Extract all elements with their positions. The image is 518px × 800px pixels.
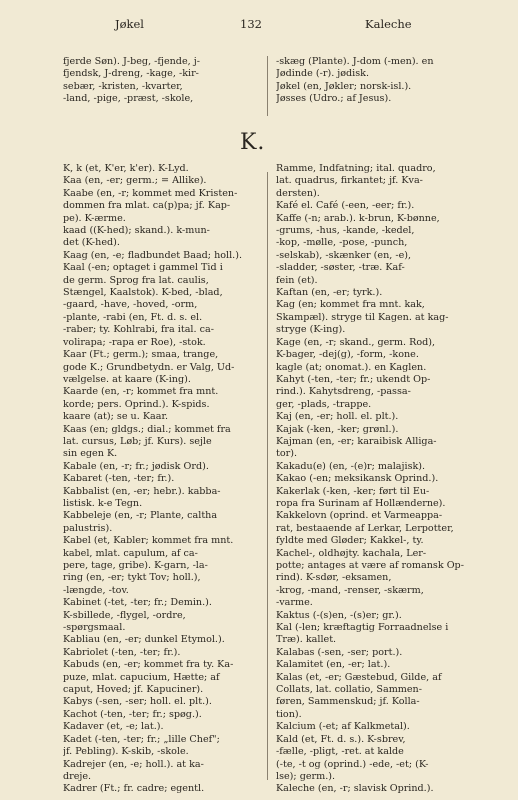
text-line: volirapa; -rapa er Roe), -stok. [63, 336, 206, 348]
text-line: lat. quadrus, firkantet; jf. Kva- [276, 175, 423, 187]
text-line: Kaftan (en, -er; tyrk.). [276, 287, 383, 299]
text-line: puze, mlat. capucium, Hætte; af [63, 671, 220, 683]
text-line: dersten). [276, 187, 320, 199]
text-line: -gaard, -have, -hoved, -orm, [63, 299, 198, 311]
text-line: Ramme, Indfatning; ital. quadro, [276, 163, 436, 174]
text-line: -krog, -mand, -renser, -skærm, [276, 584, 424, 596]
text-line: Kag (en; kommet fra mnt. kak, [276, 299, 425, 311]
text-line: Kalas (et, -er; Gæstebud, Gilde, af [276, 671, 442, 683]
text-line: Kadet (-ten, -ter; fr.; „lille Chef"; [63, 733, 220, 745]
page-header [60, 17, 460, 33]
text-line: føren, Sammenskud; jf. Kolla- [276, 696, 420, 708]
text-line: Kachel-, oldhøjty. kachala, Ler- [276, 547, 427, 559]
text-line: Jødinde (-r). jødisk. [276, 68, 370, 80]
text-line: jf. Pebling). K-skib, -skole. [63, 746, 189, 758]
text-line: pere, tage, gribe). K-garn, -la- [63, 560, 208, 571]
text-line: -kop, -mølle, -pose, -punch, [276, 237, 408, 249]
text-line: Kaas (en; gldgs.; dial.; kommet fra [63, 423, 231, 435]
column-divider [267, 172, 268, 780]
text-line: de germ. Sprog fra lat. caulis, [63, 274, 209, 286]
text-line: -sladder, -søster, -træ. Kaf- [276, 262, 405, 274]
text-line: Kal (-len; kræftagtig Forraadnelse i [276, 622, 449, 634]
text-line: Stængel, Kaalstok). K-bed, -blad, [63, 287, 223, 299]
text-line: -plante, -rabi (en, Ft. d. s. el. [63, 311, 203, 323]
text-line: K, k (et, K'er, k'er). K-Lyd. [63, 163, 189, 174]
text-line: tion). [276, 708, 302, 720]
text-line: Kaabe (en, -r; kommet med Kristen- [63, 187, 238, 199]
text-line: kaare (at); se u. Kaar. [63, 411, 169, 423]
text-line: Kajman (en, -er; karaibisk Alliga- [276, 435, 437, 447]
text-line: Collats, lat. collatio, Sammen- [276, 684, 422, 696]
text-line: Jøkel (en, Jøkler; norsk-isl.). [276, 80, 412, 92]
header-right-guideword: Kaleche [365, 17, 412, 31]
text-line: Kadrejer (en, -e; holl.). at ka- [63, 758, 204, 770]
text-line: potte; antages at være af romansk Op- [276, 560, 464, 571]
text-line: Jøsses (Udro.; af Jesus). [276, 93, 392, 105]
text-line: rind.). Kahytsdreng, -passa- [276, 386, 411, 398]
text-line: Kabbalist (en, -er; hebr.). kabba- [63, 485, 221, 497]
text-line: Kaj (en, -er; holl. el. plt.). [276, 411, 399, 423]
text-line: -skæg (Plante). J-dom (-men). en [276, 56, 434, 67]
text-line: pe). K-ærme. [63, 212, 126, 224]
text-line: dreje. [63, 770, 92, 782]
text-line: Kabel (et, Kabler; kommet fra mnt. [63, 535, 234, 547]
text-line: palustris). [63, 522, 113, 534]
text-line: Kabys (-sen, -ser; holl. el. plt.). [63, 696, 212, 708]
text-line: kagle (at; onomat.). en Kaglen. [276, 361, 427, 373]
text-line: Kakerlak (-ken, -ker; ført til Eu- [276, 485, 430, 497]
right-column [276, 163, 474, 796]
text-line: tor). [276, 448, 298, 460]
top-left-column [63, 56, 259, 106]
text-line: sin egen K. [63, 448, 118, 460]
text-line: Kabale (en, -r; fr.; jødisk Ord). [63, 460, 209, 472]
section-letter: K. [240, 130, 266, 155]
text-line: ring (en, -er; tykt Tov; holl.), [63, 572, 201, 584]
text-line: Kaar (Ft.; germ.); smaa, trange, [63, 349, 219, 361]
text-line: -land, -pige, -præst, -skole, [63, 93, 194, 105]
text-line: Kabbeleje (en, -r; Plante, caltha [63, 510, 218, 522]
header-left-guideword: Jøkel [115, 17, 144, 31]
text-line: kaad ((K-hed); skand.). k-mun- [63, 225, 210, 237]
text-line: Kaal (-en; optaget i gammel Tid i [63, 262, 223, 274]
text-line: ropa fra Surinam af Hollænderne). [276, 497, 446, 509]
text-line: Kabriolet (-ten, -ter; fr.). [63, 646, 181, 658]
top-right-column [276, 56, 472, 106]
text-line: fyldte med Gløder; Kakkel-, ty. [276, 535, 424, 547]
text-line: Kalamitet (en, -er; lat.). [276, 659, 391, 671]
text-line: det (K-hed). [63, 237, 120, 249]
text-line: caput, Hoved; jf. Kapuciner). [63, 684, 204, 696]
text-line: Kajak (-ken, -ker; grønl.). [276, 423, 399, 435]
text-line: ger, -plads, -trappe. [276, 398, 372, 410]
text-line: rat, bestaaende af Lerkar, Lerpotter, [276, 522, 454, 534]
text-line: Kachot (-ten, -ter; fr.; spøg.). [63, 708, 202, 720]
text-line: Kadrer (Ft.; fr. cadre; egentl. [63, 783, 205, 795]
text-line: sebær, -kristen, -kvarter, [63, 80, 183, 92]
text-line: gode K.; Grundbetydn. er Valg, Ud- [63, 361, 235, 373]
text-line: Kakadu(e) (en, -(e)r; malajisk). [276, 460, 426, 472]
text-line: Kafé el. Café (-een, -eer; fr.). [276, 200, 415, 212]
text-line: Kakao (-en; meksikansk Oprind.). [276, 473, 439, 485]
text-line: Skampæl). stryge til Kagen. at kag- [276, 311, 449, 323]
text-line: fjendsk, J-dreng, -kage, -kir- [63, 68, 199, 80]
text-line: Kabliau (en, -er; dunkel Etymol.). [63, 634, 225, 646]
text-line: K-sbillede, -flygel, -ordre, [63, 609, 186, 621]
text-line: -spørgsmaal. [63, 622, 126, 634]
text-line: stryge (K-ing). [276, 324, 346, 336]
text-line: Kabaret (-ten, -ter; fr.). [63, 473, 175, 485]
text-line: rind). K-sdør, -eksamen, [276, 572, 392, 584]
text-line: Kaa (en, -er; germ.; = Allike). [63, 175, 207, 187]
text-line: Kaktus (-(s)en, -(s)er; gr.). [276, 609, 402, 621]
text-line: Kaarde (en, -r; kommet fra mnt. [63, 386, 219, 398]
text-line: dommen fra mlat. ca(p)pa; jf. Kap- [63, 200, 231, 212]
column-divider-top [267, 56, 268, 116]
left-column [63, 163, 261, 796]
text-line: -varme. [276, 597, 313, 609]
text-line: Kage (en, -r; skand., germ. Rod), [276, 336, 436, 348]
text-line: kabel, mlat. capulum, af ca- [63, 547, 198, 559]
text-line: K-bager, -dej(g), -form, -kone. [276, 349, 419, 361]
text-line: listisk. k-e Tegn. [63, 497, 143, 509]
text-line: Kald (et, Ft. d. s.). K-sbrev, [276, 733, 406, 745]
text-line: Kabuds (en, -er; kommet fra ty. Ka- [63, 659, 234, 671]
text-line: (-te, -t og (oprind.) -ede, -et; (K- [276, 758, 429, 770]
text-line: -selskab), -skænker (en, -e), [276, 249, 412, 261]
text-line: Træ). kallet. [276, 634, 337, 646]
text-line: Kaag (en, -e; fladbundet Baad; holl.). [63, 249, 243, 261]
text-line: lat. cursus, Løb; jf. Kurs). sejle [63, 435, 212, 447]
text-line: Kaffe (-n; arab.). k-brun, K-bønne, [276, 212, 440, 224]
page-number: 132 [240, 17, 262, 31]
text-line: fein (et). [276, 274, 318, 286]
text-line: Kalabas (-sen, -ser; port.). [276, 646, 403, 658]
text-line: Kabinet (-tet, -ter; fr.; Demin.). [63, 597, 212, 609]
text-line: lse); germ.). [276, 770, 336, 782]
text-line: -fælle, -pligt, -ret. at kalde [276, 746, 404, 758]
text-line: Kahyt (-ten, -ter; fr.; ukendt Op- [276, 373, 431, 385]
text-line: vælgelse. at kaare (K-ing). [63, 373, 191, 385]
text-line: Kakkelovn (oprind. et Varmeappa- [276, 510, 443, 522]
text-line: -grums, -hus, -kande, -kedel, [276, 225, 415, 237]
text-line: fjerde Søn). J-beg, -fjende, j- [63, 56, 200, 67]
text-line: Kalcium (-et; af Kalkmetal). [276, 721, 410, 733]
text-line: Kadaver (et, -e; lat.). [63, 721, 164, 733]
text-line: korde; pers. Oprind.). K-spids. [63, 398, 210, 410]
text-line: -raber; ty. Kohlrabi, fra ital. ca- [63, 324, 214, 336]
text-line: Kaleche (en, -r; slavisk Oprind.). [276, 783, 434, 795]
text-line: -længde, -tov. [63, 584, 129, 596]
